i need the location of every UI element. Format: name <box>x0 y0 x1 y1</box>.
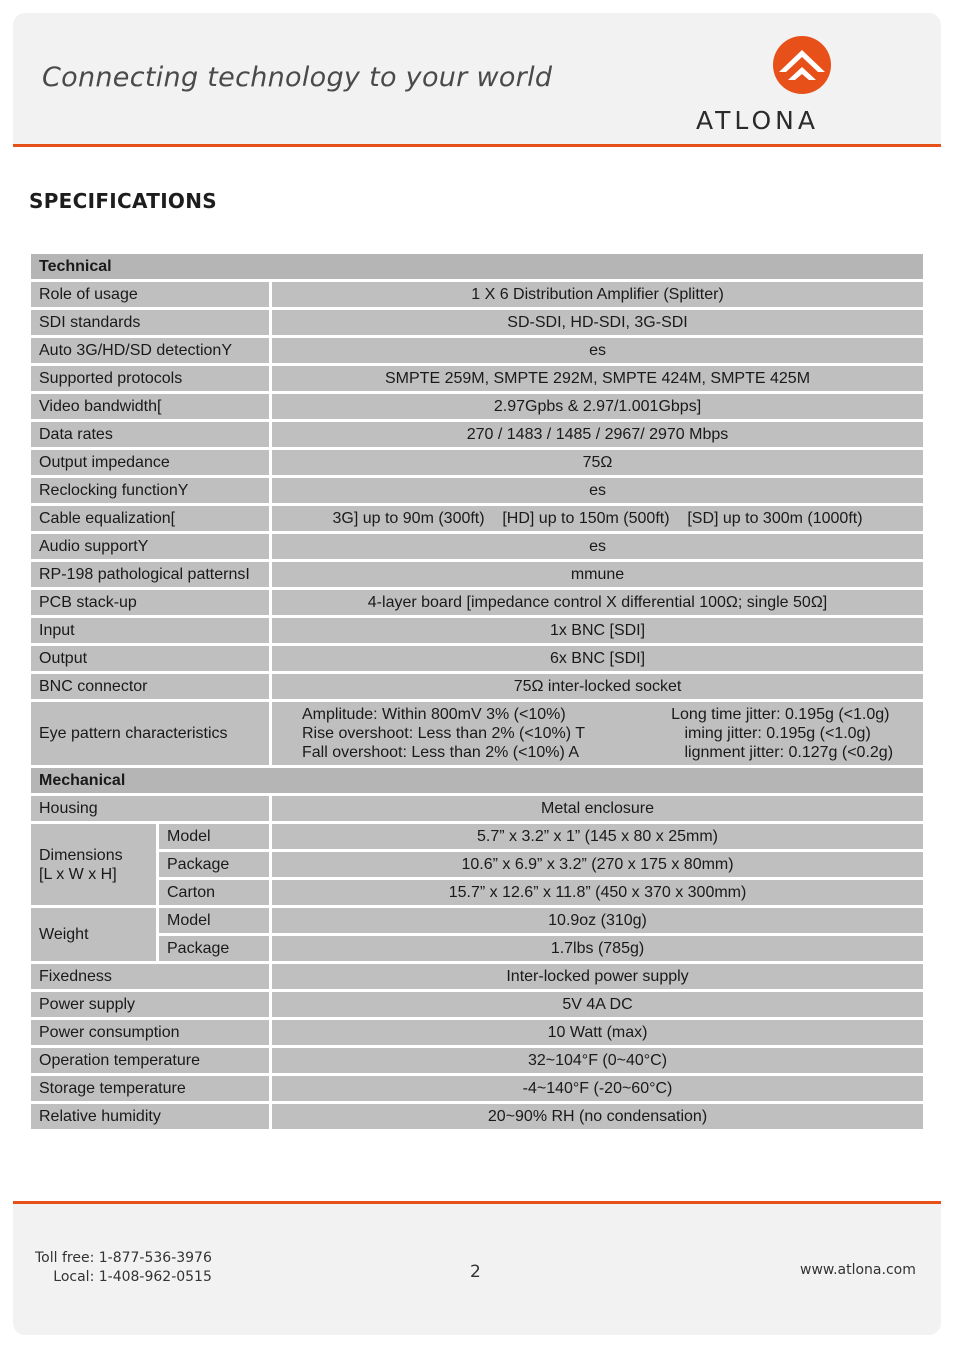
table-row <box>31 1104 923 1132</box>
eye-pattern-left: Amplitude: Within 800mV 3% (<10%) Rise overshoot: Less than 2% (<10%) T Fall overshoot: Less than 2% (<10%) A <box>302 706 585 761</box>
spec-value: 5V 4A DC <box>272 992 923 1020</box>
spec-value: -4~140°F (-20~60°C) <box>272 1076 923 1104</box>
spec-value: es <box>272 478 923 506</box>
weight-label: Weight <box>31 908 159 964</box>
website-link[interactable]: www.atlona.com <box>800 1262 916 1278</box>
dimensions-label <box>31 824 159 908</box>
spec-value: 20~90% RH (no condensation) <box>272 1104 923 1132</box>
spec-sublabel: Package <box>159 852 272 880</box>
table-row <box>31 422 923 450</box>
spec-label: Auto 3G/HD/SD detectionY <box>31 338 272 366</box>
table-row <box>31 310 923 338</box>
table-row <box>31 1076 923 1104</box>
spec-value: 1x BNC [SDI] <box>272 618 923 646</box>
table-row <box>31 992 923 1020</box>
table-row <box>31 1020 923 1048</box>
mechanical-heading: Mechanical <box>31 768 923 796</box>
spec-value: 4-layer board [impedance control X differential 100Ω; single 50Ω] <box>272 590 923 618</box>
spec-value: 1.7lbs (785g) <box>272 936 923 964</box>
page-number: 2 <box>470 1262 481 1282</box>
local-number: Local: 1-408-962-0515 <box>53 1269 212 1285</box>
technical-heading-row <box>31 254 923 282</box>
spec-label: Input <box>31 618 272 646</box>
eye-pattern-value <box>272 702 923 768</box>
spec-sublabel: Carton <box>159 880 272 908</box>
table-row <box>31 478 923 506</box>
spec-label: Audio supportY <box>31 534 272 562</box>
spec-value: 75Ω inter-locked socket <box>272 674 923 702</box>
spec-label: Data rates <box>31 422 272 450</box>
spec-value: 75Ω <box>272 450 923 478</box>
spec-value: es <box>272 534 923 562</box>
table-row <box>31 1048 923 1076</box>
spec-label: Housing <box>31 796 272 824</box>
table-row <box>31 646 923 674</box>
spec-value: 10.9oz (310g) <box>272 908 923 936</box>
technical-heading: Technical <box>31 254 923 282</box>
spec-value: 10 Watt (max) <box>272 1020 923 1048</box>
spec-label: Operation temperature <box>31 1048 272 1076</box>
spec-value: mmune <box>272 562 923 590</box>
table-row <box>31 534 923 562</box>
table-row <box>31 964 923 992</box>
spec-label: Fixedness <box>31 964 272 992</box>
spec-sublabel: Model <box>159 824 272 852</box>
table-row <box>31 282 923 310</box>
table-row <box>31 852 923 880</box>
spec-label: RP-198 pathological patternsI <box>31 562 272 590</box>
spec-sublabel: Package <box>159 936 272 964</box>
spec-value: 6x BNC [SDI] <box>272 646 923 674</box>
brand-wordmark: ATLONA <box>696 106 819 135</box>
header-tagline: Connecting technology to your world <box>42 62 553 93</box>
spec-label: SDI standards <box>31 310 272 338</box>
spec-label: PCB stack-up <box>31 590 272 618</box>
table-row <box>31 450 923 478</box>
table-row <box>31 366 923 394</box>
table-row <box>31 824 923 852</box>
toll-free-number: Toll free: 1-877-536-3976 <box>35 1250 212 1266</box>
dimensions-label-line1: Dimensions <box>39 846 123 864</box>
spec-value: 5.7” x 3.2” x 1” (145 x 80 x 25mm) <box>272 824 923 852</box>
eye-pattern-row <box>31 702 923 768</box>
spec-sublabel: Model <box>159 908 272 936</box>
spec-label: BNC connector <box>31 674 272 702</box>
table-row <box>31 936 923 964</box>
spec-label: Reclocking functionY <box>31 478 272 506</box>
table-row <box>31 394 923 422</box>
spec-value: 32~104°F (0~40°C) <box>272 1048 923 1076</box>
table-row <box>31 590 923 618</box>
spec-label: Relative humidity <box>31 1104 272 1132</box>
spec-value: Metal enclosure <box>272 796 923 824</box>
spec-label: Power consumption <box>31 1020 272 1048</box>
specifications-table <box>31 254 923 1132</box>
spec-value: 15.7” x 12.6” x 11.8” (450 x 370 x 300mm) <box>272 880 923 908</box>
spec-value: 270 / 1483 / 1485 / 2967/ 2970 Mbps <box>272 422 923 450</box>
spec-value: SD-SDI, HD-SDI, 3G-SDI <box>272 310 923 338</box>
table-row <box>31 618 923 646</box>
table-row <box>31 562 923 590</box>
header-rule <box>13 144 941 147</box>
dimensions-label-line2: [L x W x H] <box>39 865 117 883</box>
spec-value: 3G] up to 90m (300ft) [HD] up to 150m (500ft) [SD] up to 300m (1000ft) <box>272 506 923 534</box>
spec-label: Storage temperature <box>31 1076 272 1104</box>
footer-rule <box>13 1201 941 1204</box>
spec-value: SMPTE 259M, SMPTE 292M, SMPTE 424M, SMPTE 425M <box>272 366 923 394</box>
spec-label: Eye pattern characteristics <box>31 702 272 768</box>
table-row <box>31 908 923 936</box>
table-row <box>31 674 923 702</box>
spec-label: Supported protocols <box>31 366 272 394</box>
spec-value: 10.6” x 6.9” x 3.2” (270 x 175 x 80mm) <box>272 852 923 880</box>
footer-contact <box>35 1249 212 1287</box>
mechanical-heading-row <box>31 768 923 796</box>
spec-label: Video bandwidth[ <box>31 394 272 422</box>
table-row <box>31 506 923 534</box>
spec-value: 1 X 6 Distribution Amplifier (Splitter) <box>272 282 923 310</box>
spec-label: Output impedance <box>31 450 272 478</box>
table-row <box>31 338 923 366</box>
table-row <box>31 796 923 824</box>
spec-value: 2.97Gpbs & 2.97/1.001Gbps] <box>272 394 923 422</box>
eye-pattern-right: Long time jitter: 0.195g (<1.0g) iming jitter: 0.195g (<1.0g) lignment jitter: 0.127g (<0.2g) <box>671 706 894 761</box>
spec-label: Output <box>31 646 272 674</box>
spec-value: es <box>272 338 923 366</box>
spec-label: Role of usage <box>31 282 272 310</box>
spec-label: Cable equalization[ <box>31 506 272 534</box>
spec-value: Inter-locked power supply <box>272 964 923 992</box>
section-title: SPECIFICATIONS <box>29 189 217 213</box>
table-row <box>31 880 923 908</box>
spec-label: Power supply <box>31 992 272 1020</box>
